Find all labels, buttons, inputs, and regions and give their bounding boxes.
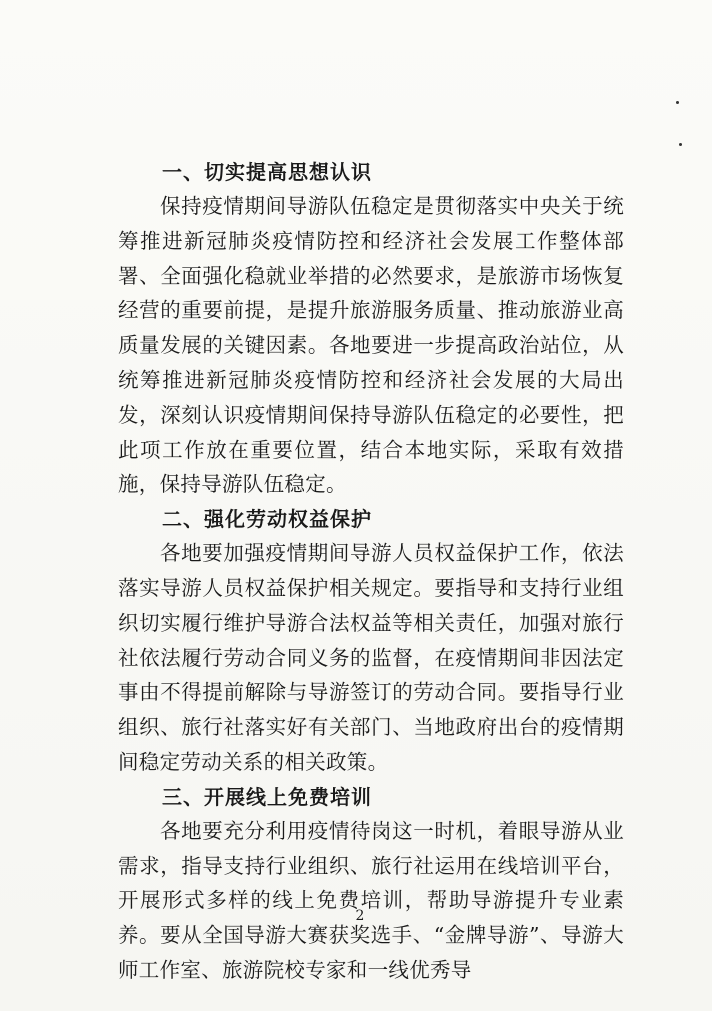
- section-heading: 三、开展线上免费培训: [162, 784, 372, 809]
- page-number: 2: [355, 908, 365, 924]
- section-paragraph: 各地要加强疫情期间导游人员权益保护工作，依法落实导游人员权益保护相关规定。要指导和支持行业组织切实履行维护导游合法权益等相关责任，加强对旅行社依法履行劳动合同义务的监督，在疫情期间非因法定事由不得提前解除与导游签订的劳动合同。要指导行业组织、旅行社落实好有关部门、当地政府出台的疫情期间稳定劳动关系的相关政策。: [118, 541, 624, 774]
- scan-speck: [679, 143, 682, 146]
- document-body: [118, 155, 624, 988]
- section-paragraph: 各地要充分利用疫情待岗这一时机，着眼导游从业需求，指导支持行业组织、旅行社运用在线培训平台，开展形式多样的线上免费培训，帮助导游提升专业素养。要从全国导游大赛获奖选手、“金牌导游”、导游大师工作室、旅游院校专家和一线优秀导: [118, 818, 624, 982]
- section-3: [118, 780, 624, 988]
- section-heading: 一、切实提高思想认识: [162, 160, 372, 184]
- section-heading: 二、强化劳动权益保护: [162, 507, 372, 532]
- section-1: [118, 155, 624, 502]
- scan-speck: [676, 101, 679, 104]
- section-paragraph: 保持疫情期间导游队伍稳定是贯彻落实中央关于统筹推进新冠肺炎疫情防控和经济社会发展工作整体部署、全面强化稳就业举措的必然要求，是旅游市场恢复经营的重要前提，是提升旅游服务质量、推动旅游业高质量发展的关键因素。各地要进一步提高政治站位，从统筹推进新冠肺炎疫情防控和经济社会发展的大局出发，深刻认识疫情期间保持导游队伍稳定的必要性，把此项工作放在重要位置，结合本地实际，采取有效措施，保持导游队伍稳定。: [118, 194, 624, 497]
- section-2: [118, 502, 624, 780]
